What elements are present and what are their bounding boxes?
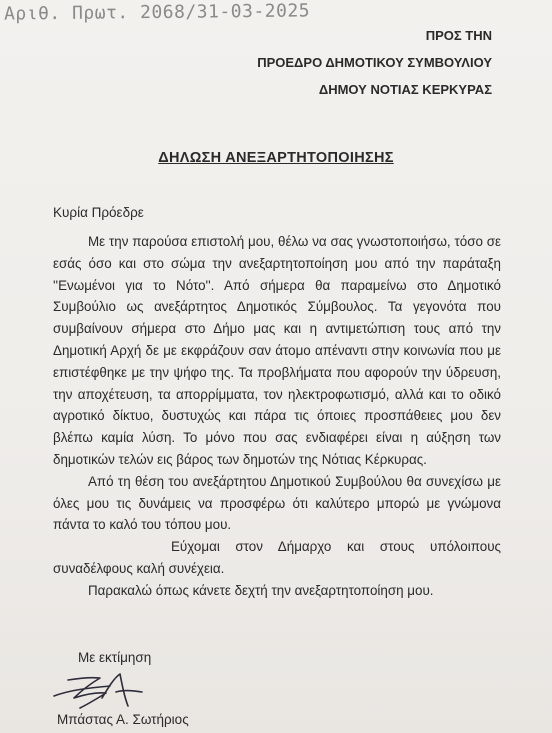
signer-name: Μπάστας Α. Σωτήριος	[57, 712, 189, 727]
body-paragraph: Από τη θέση του ανεξάρτητου Δημοτικού Συμβούλου θα συνεχίσω με όλες μου τις δυνάμεις να προσφέρω ότι καλύτερο μπορώ με γνώμονα πάντα το καλό του τόπου μου.	[53, 473, 501, 533]
handwritten-signature	[50, 668, 150, 716]
recipient-line: ΠΡΟΣ ΤΗΝ	[425, 28, 492, 43]
recipient-block	[257, 22, 492, 103]
body-paragraph: Παρακαλώ όπως κάνετε δεχτή την ανεξαρτητοποίηση μου.	[88, 582, 434, 598]
protocol-number-handwritten: Αριθ. Πρωτ. 2068/31-03-2025	[3, 0, 311, 25]
recipient-line: ΠΡΟΕΔΡΟ ΔΗΜΟΤΙΚΟΥ ΣΥΜΒΟΥΛΙΟΥ	[257, 55, 492, 70]
closing-text: Με εκτίμηση	[78, 650, 152, 665]
body-paragraph: Εύχομαι στον Δήμαρχο και στους υπόλοιπους συναδέλφους καλή συνέχεια.	[53, 539, 501, 576]
document-title: ΔΗΛΩΣΗ ΑΝΕΞΑΡΤΗΤΟΠΟΙΗΣΗΣ	[158, 150, 394, 166]
letter-body	[53, 231, 501, 602]
recipient-line: ΔΗΜΟΥ ΝΟΤΙΑΣ ΚΕΡΚΥΡΑΣ	[318, 82, 492, 97]
body-paragraph: Με την παρούσα επιστολή μου, θέλω να σας γνωστοποιήσω, τόσο σε εσάς όσο και στο σώμα την ανεξαρτητοποίηση μου από την παράταξη ''Ενωμένοι για το Νότο''. Από σήμερα θα παραμείνω στο Δημοτικό Συμβούλιο ως ανεξάρτητος Δημοτικός Σύμβουλος. Τα γεγονότα που συμβαίνουν σήμερα στο Δήμο μας και η αντιμετώπιση τους από την Δημοτική Αρχή δε με εκφράζουν σαν άτομο απέναντι στην κοινωνία που με επιστέφθηκε με την ψήφο της. Τα προβλήματα που αφορούν την ύδρευση, την αποχέτευση, τα απορρίμματα, τον ηλεκτροφωτισμό, αλλά και το οδικό αγροτικό δίκτυο, δυστυχώς και πάρα τις όποιες προσπάθειες μου δεν βλέπω καμία λύση. Το μόνο που σας ενδιαφέρει είναι η αύξηση των δημοτικών τελών εις βάρος των δημοτών της Νότιας Κέρκυρας.	[53, 234, 501, 467]
salutation: Κυρία Πρόεδρε	[53, 205, 144, 220]
